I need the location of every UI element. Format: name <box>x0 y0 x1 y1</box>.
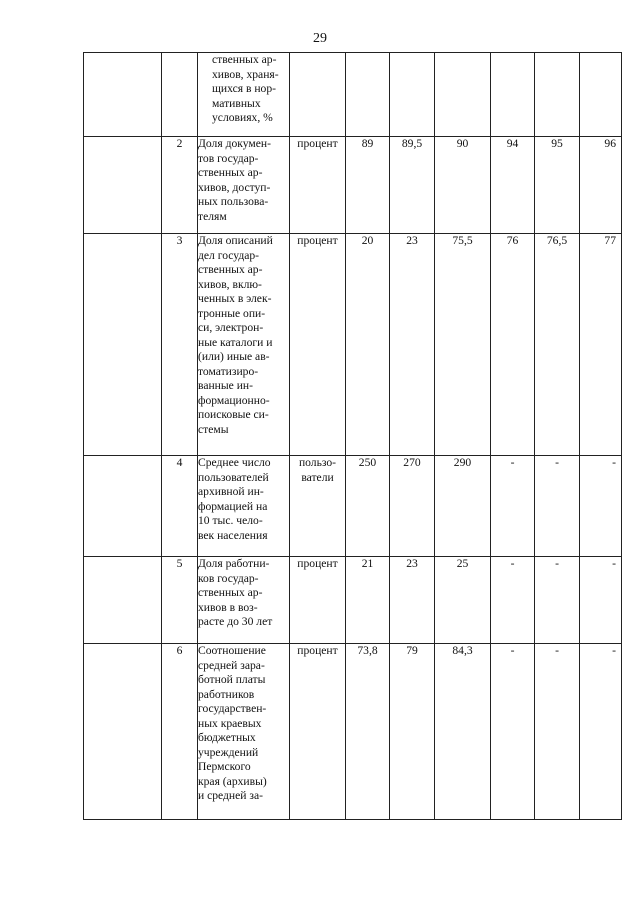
description-line: ственных ар- <box>198 263 263 276</box>
description-line: ков государ- <box>198 571 259 585</box>
indicator-description <box>198 234 290 456</box>
description-line: Соотношение <box>198 644 266 657</box>
indicator-description <box>198 137 290 234</box>
description-line: ченных в элек- <box>198 292 272 305</box>
value-cell <box>535 53 580 137</box>
description-line: ственных ар- <box>212 53 277 66</box>
value-cell: - <box>491 644 535 820</box>
value-cell: 270 <box>390 456 435 557</box>
description-line: си, электрон- <box>198 321 264 334</box>
row-number: 4 <box>162 456 198 557</box>
table-row <box>84 557 622 644</box>
value-cell: - <box>491 557 535 644</box>
description-line: ных пользова- <box>198 195 269 208</box>
description-line: средней зара- <box>198 658 265 672</box>
description-line: ные каталоги и <box>198 335 273 349</box>
indicators-table <box>83 52 622 820</box>
description-line: ботной платы <box>198 673 266 686</box>
description-line: государствен- <box>198 702 267 715</box>
description-line: мативных <box>212 96 261 110</box>
unit-cell <box>290 53 346 137</box>
value-cell: 95 <box>535 137 580 234</box>
value-cell: 77 <box>580 234 622 456</box>
value-cell: - <box>535 456 580 557</box>
value-cell: - <box>535 557 580 644</box>
description-line: томатизиро- <box>198 364 259 378</box>
description-line: хивов, храня- <box>212 67 279 81</box>
value-cell: 25 <box>435 557 491 644</box>
description-line: и средней за- <box>198 789 263 802</box>
blank-cell <box>84 137 162 234</box>
description-line: ственных ар- <box>198 166 263 179</box>
description-line: пользователей <box>198 470 269 484</box>
page-number: 29 <box>313 31 327 46</box>
indicator-description <box>198 53 290 137</box>
value-cell: 23 <box>390 234 435 456</box>
description-line: Доля работни- <box>198 557 270 570</box>
description-line: Доля описаний <box>198 234 273 247</box>
unit-cell <box>290 456 346 557</box>
value-cell: - <box>580 456 622 557</box>
value-cell: 23 <box>390 557 435 644</box>
value-cell: 79 <box>390 644 435 820</box>
value-cell: 76 <box>491 234 535 456</box>
value-cell: - <box>580 644 622 820</box>
description-line: расте до 30 лет <box>198 615 273 628</box>
blank-cell <box>84 644 162 820</box>
unit-cell: процент <box>290 234 346 456</box>
value-cell: - <box>491 456 535 557</box>
value-cell: 73,8 <box>346 644 390 820</box>
table-row <box>84 644 622 820</box>
description-line: учреждений <box>198 745 259 759</box>
description-line: хивов, доступ- <box>198 180 271 194</box>
description-line: (или) иные ав- <box>198 350 270 363</box>
description-line: ственных ар- <box>198 586 263 599</box>
table-row <box>84 456 622 557</box>
indicator-description <box>198 456 290 557</box>
value-cell <box>580 53 622 137</box>
description-line: 10 тыс. чело- <box>198 514 263 527</box>
value-cell: 21 <box>346 557 390 644</box>
description-line: Доля докумен- <box>198 137 271 150</box>
unit-cell: процент <box>290 557 346 644</box>
row-number <box>162 53 198 137</box>
row-number: 5 <box>162 557 198 644</box>
value-cell: - <box>535 644 580 820</box>
description-line: условиях, % <box>212 111 273 124</box>
value-cell <box>435 53 491 137</box>
row-number: 3 <box>162 234 198 456</box>
value-cell: 250 <box>346 456 390 557</box>
value-cell: 90 <box>435 137 491 234</box>
description-line: хивов, вклю- <box>198 277 262 291</box>
description-line: хивов в воз- <box>198 600 258 614</box>
blank-cell <box>84 234 162 456</box>
table-row <box>84 137 622 234</box>
value-cell: 75,5 <box>435 234 491 456</box>
table-row <box>84 234 622 456</box>
description-line: дел государ- <box>198 248 260 262</box>
blank-cell <box>84 557 162 644</box>
value-cell: - <box>580 557 622 644</box>
value-cell: 89,5 <box>390 137 435 234</box>
description-line: формацией на <box>198 499 268 513</box>
value-cell: 20 <box>346 234 390 456</box>
description-line: тронные опи- <box>198 306 266 320</box>
row-number: 2 <box>162 137 198 234</box>
description-line: Среднее число <box>198 456 271 469</box>
value-cell: 96 <box>580 137 622 234</box>
description-line: поисковые си- <box>198 408 269 421</box>
value-cell <box>390 53 435 137</box>
table-row <box>84 53 622 137</box>
description-line: стемы <box>198 422 229 436</box>
value-cell: 89 <box>346 137 390 234</box>
description-line: ванные ин- <box>198 379 253 392</box>
value-cell: 76,5 <box>535 234 580 456</box>
description-line: края (архивы) <box>198 774 267 788</box>
description-line: бюджетных <box>198 731 256 744</box>
description-line: Пермского <box>198 760 251 773</box>
description-line: архивной ин- <box>198 485 264 498</box>
indicators-table-body <box>84 53 622 820</box>
unit-cell: процент <box>290 137 346 234</box>
indicator-description <box>198 557 290 644</box>
description-line: щихся в нор- <box>212 82 277 95</box>
unit-text: пользо- ватели <box>298 456 337 484</box>
value-cell: 84,3 <box>435 644 491 820</box>
value-cell: 290 <box>435 456 491 557</box>
description-line: ных краевых <box>198 716 262 730</box>
value-cell <box>491 53 535 137</box>
blank-cell <box>84 456 162 557</box>
row-number: 6 <box>162 644 198 820</box>
description-line: тов государ- <box>198 151 259 165</box>
blank-cell <box>84 53 162 137</box>
value-cell: 94 <box>491 137 535 234</box>
indicator-description <box>198 644 290 820</box>
description-line: работников <box>198 687 255 701</box>
description-line: век населения <box>198 528 268 542</box>
description-line: формационно- <box>198 393 270 407</box>
value-cell <box>346 53 390 137</box>
unit-cell: процент <box>290 644 346 820</box>
description-line: телям <box>198 209 227 223</box>
